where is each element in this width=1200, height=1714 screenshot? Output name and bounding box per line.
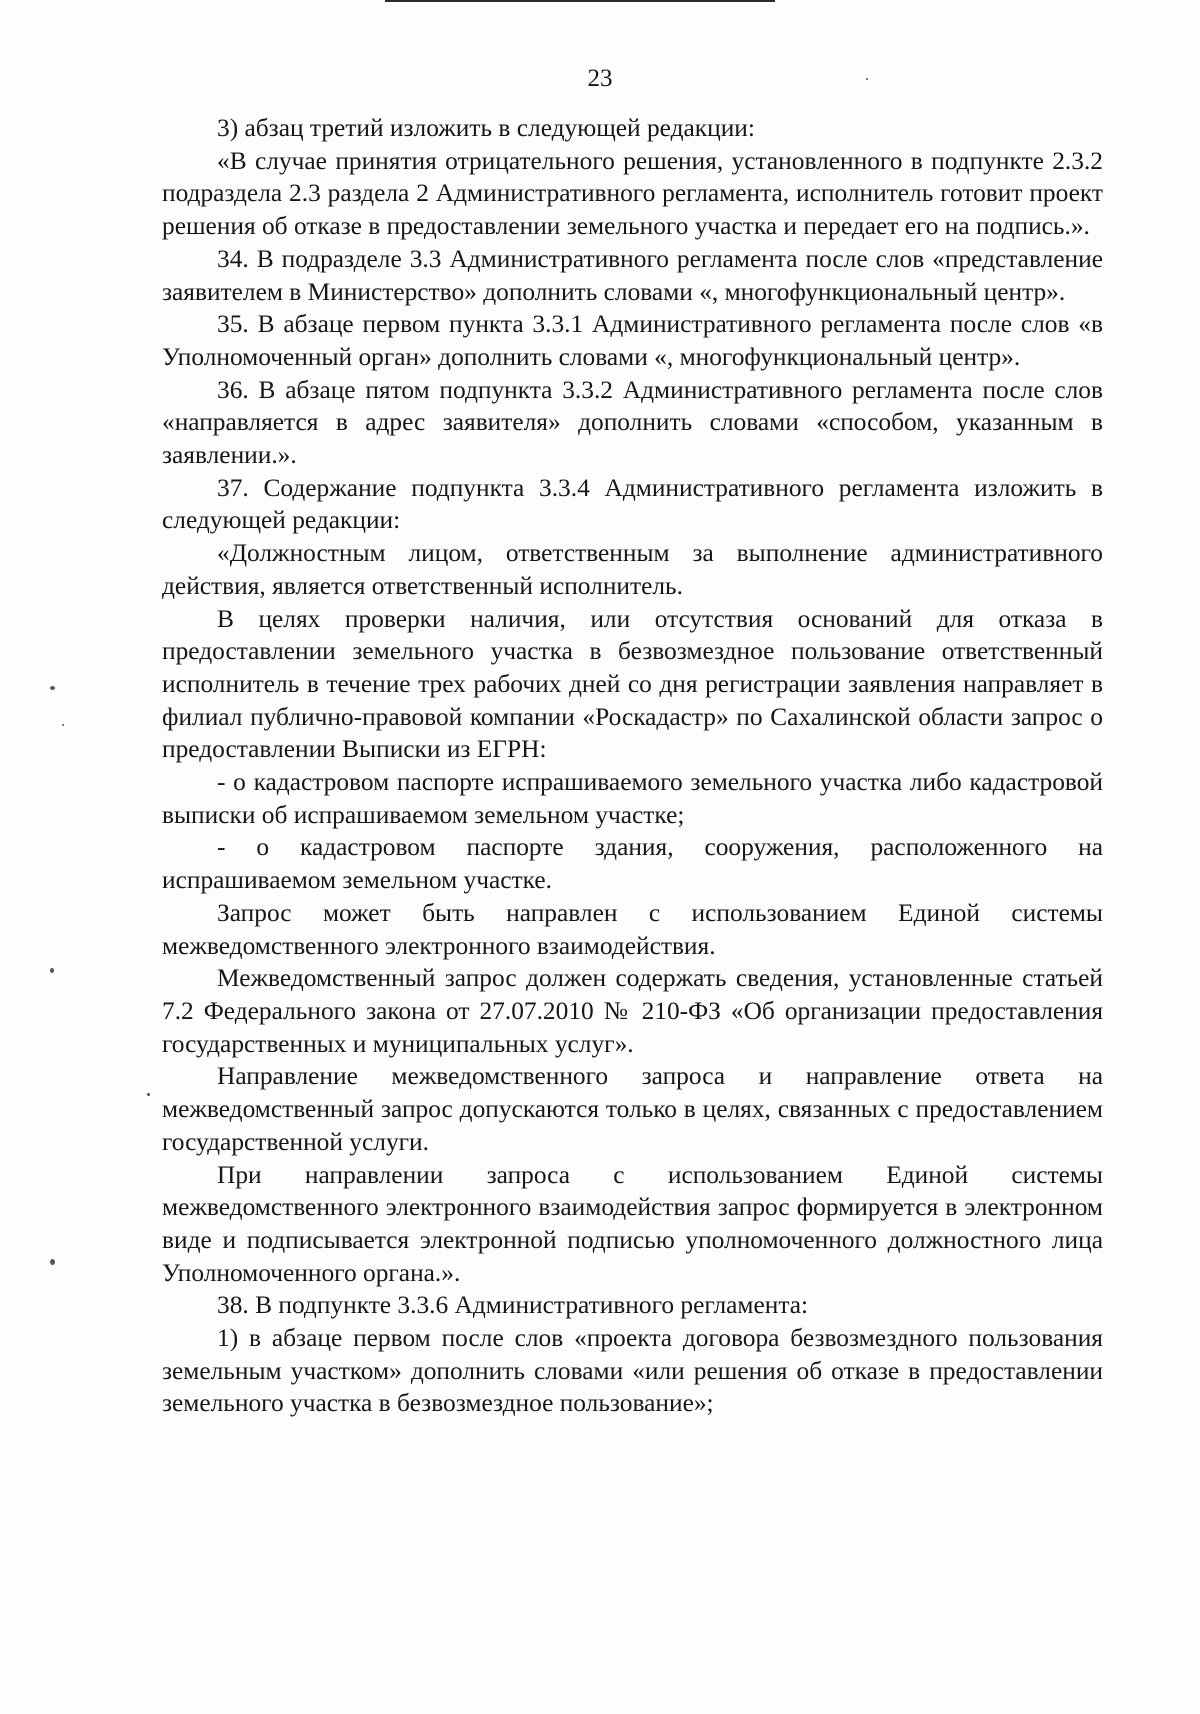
paragraph: Запрос может быть направлен с использованием Единой системы межведомственного электронного взаимодействия. xyxy=(162,898,1103,960)
paragraph: 36. В абзаце пятом подпункта 3.3.2 Административного регламента после слов «направляется в адрес заявителя» дополнить словами «способом, указанным в заявлении.». xyxy=(162,375,1103,470)
paragraph: Межведомственный запрос должен содержать сведения, установленные статьей 7.2 Федерального закона от 27.07.2010 № 210-ФЗ «Об организации предоставления государственных и муниципальных услуг». xyxy=(162,964,1103,1058)
paragraph: 34. В подразделе 3.3 Административного регламента после слов «представление заявителем в Министерство» дополнить словами «, многофункциональный центр». xyxy=(162,244,1103,306)
scan-speck xyxy=(62,724,64,726)
paragraph: В целях проверки наличия, или отсутствия оснований для отказа в предоставлении земельного участка в безвозмездное пользование ответственный исполнитель в течение трех рабочих дней со дня регистрации заявления направляет в филиал публично-правовой компании «Роскадастр» по Сахалинской области запрос о предоставлении Выписки из ЕГРН: xyxy=(162,604,1103,764)
paragraph: - о кадастровом паспорте испрашиваемого земельного участка либо кадастровой выписки об испрашиваемом земельном участке; xyxy=(162,768,1103,829)
scan-speck xyxy=(50,686,55,690)
paragraph: 38. В подпункте 3.3.6 Административного регламента: xyxy=(217,1291,809,1320)
scan-speck xyxy=(147,1093,150,1096)
paragraph: 3) абзац третий изложить в следующей редакции: xyxy=(217,114,755,142)
scan-speck xyxy=(866,78,868,80)
paragraph: «Должностным лицом, ответственным за выполнение административного действия, является ответственный исполнитель. xyxy=(162,539,1103,600)
paragraph: 35. В абзаце первом пункта 3.3.1 Административного регламента после слов «в Уполномоченный орган» дополнить словами «, многофункциональный центр». xyxy=(162,310,1103,371)
paragraph: При направлении запроса с использованием Единой системы межведомственного электронного взаимодействия запрос формируется в электронном виде и подписывается электронной подписью уполномоченного должностного лица Уполномоченного органа.». xyxy=(162,1160,1103,1287)
paragraph: 37. Содержание подпункта 3.3.4 Административного регламента изложить в следующей редакции: xyxy=(162,473,1103,535)
paragraph: «В случае принятия отрицательного решения, установленного в подпункте 2.3.2 подраздела 2.3 раздела 2 Административного регламента, исполнитель готовит проект решения об отказе в предоставлении земельного участка и передает его на подпись.». xyxy=(162,146,1103,241)
paragraph: - о кадастровом паспорте здания, сооружения, расположенного на испрашиваемом земельном участке. xyxy=(162,833,1103,895)
paragraph: Направление межведомственного запроса и направление ответа на межведомственный запрос допускаются только в целях, связанных с предоставлением государственной услуги. xyxy=(162,1062,1103,1156)
page-number: 23 xyxy=(587,65,613,92)
top-edge-line xyxy=(385,0,775,2)
scan-speck xyxy=(50,968,54,973)
paragraph: 1) в абзаце первом после слов «проекта договора безвозмездного пользования земельным участком» дополнить словами «или решения об отказе в предоставлении земельного участка в безвозмездное пользование»; xyxy=(162,1324,1103,1418)
document-body xyxy=(162,112,1103,1420)
scan-speck xyxy=(50,1259,55,1265)
